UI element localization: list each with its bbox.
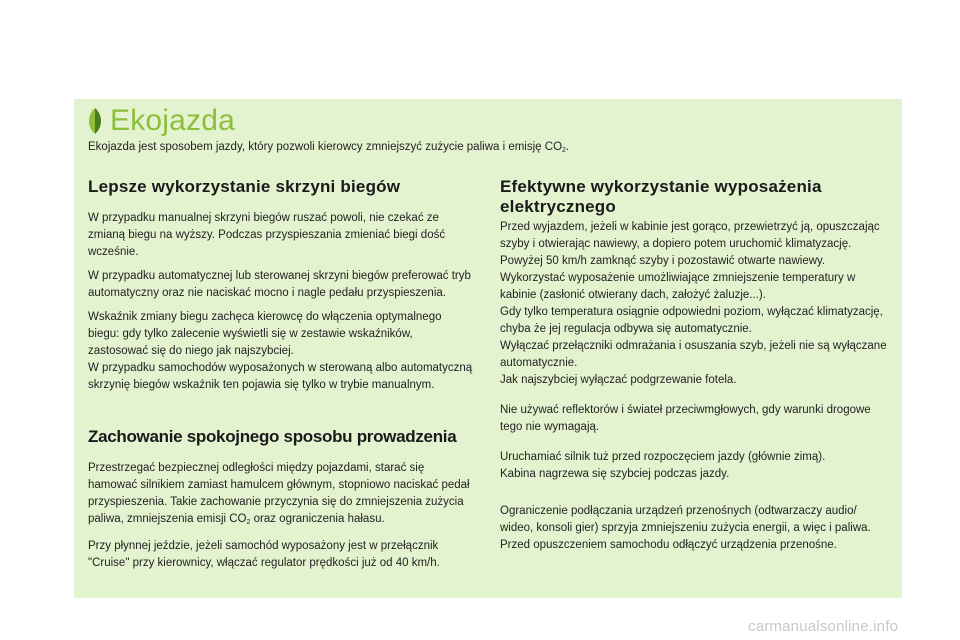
watermark: carmanualsonline.info [748, 618, 899, 635]
paragraph: Wyłączać przełączniki odmrażania i osuszania szyb, jeżeli nie są wyłączane automatycznie. [500, 340, 887, 369]
paragraph: Wykorzystać wyposażenie umożliwiające zmniejszenie temperatury w kabinie (zasłonić otwierany dach, założyć żaluzje...). [500, 272, 856, 301]
paragraph: Przed opuszczeniem samochodu odłączyć urządzenia przenośne. [500, 539, 837, 551]
paragraph: Przestrzegać bezpiecznej odległości między pojazdami, starać się hamować silnikiem zamiast hamulcem głównym, stopniowo naciskać pedał przyspieszenia. Takie zachowanie przyczynia się do zmniejszenia zużycia paliwa, zmniejszenia emisji $CO_2$ oraz ograniczenia hałasu. [88, 462, 470, 526]
paragraph: Przed wyjazdem, jeżeli w kabinie jest gorąco, przewietrzyć ją, opuszczając szyby i otwierając nawiewy, a dopiero potem uruchomić klimatyzację. [500, 221, 880, 250]
paragraph: W przypadku automatycznej lub sterowanej skrzyni biegów preferować tryb automatyczny oraz nie naciskać mocno i nagle pedału przyspieszenia. [88, 270, 471, 299]
paragraph: Powyżej 50 km/h zamknąć szyby i pozostawić otwarte nawiewy. [500, 255, 826, 267]
intro-text: Ekojazda jest sposobem jazdy, który pozwoli kierowcy zmniejszyć zużycie paliwa i emisję $CO_2$. [88, 141, 570, 154]
left-column-top [88, 210, 473, 401]
heading-electrical: Efektywne wykorzystanie wyposażenia elektrycznego [500, 177, 822, 216]
paragraph: Wskaźnik zmiany biegu zachęca kierowcę do włączenia optymalnego biegu: gdy tylko zalecenie wyświetli się w zestawie wskaźników, zastosować się do niego jak najszybciej. [88, 311, 442, 357]
paragraph: Gdy tylko temperatura osiągnie odpowiedni poziom, wyłączać klimatyzację, chyba że jej regulacja odbywa się automatycznie. [500, 306, 883, 335]
heading-gearbox: Lepsze wykorzystanie skrzyni biegów [88, 177, 401, 196]
page-title: Ekojazda [110, 104, 236, 137]
heading-calm-driving: Zachowanie spokojnego sposobu prowadzenia [88, 427, 457, 446]
paragraph: Jak najszybciej wyłączać podgrzewanie fotela. [500, 374, 737, 386]
left-column-bottom [88, 460, 473, 579]
right-column [500, 219, 892, 554]
paragraph: Kabina nagrzewa się szybciej podczas jazdy. [500, 468, 730, 480]
paragraph: W przypadku manualnej skrzyni biegów ruszać powoli, nie czekać ze zmianą biegu na wyższy. Podczas przyspieszania zmieniać biegi dość wcześnie. [88, 212, 446, 258]
paragraph: Przy płynnej jeździe, jeżeli samochód wyposażony jest w przełącznik "Cruise" przy kierownicy, włączać regulator prędkości już od 40 km/h. [88, 540, 440, 569]
paragraph: Uruchamiać silnik tuż przed rozpoczęciem jazdy (głównie zimą). [500, 451, 826, 463]
paragraph: W przypadku samochodów wyposażonych w sterowaną albo automatyczną skrzynię biegów wskaźnik ten pojawia się tylko w trybie manualnym. [88, 362, 473, 391]
paragraph: Nie używać reflektorów i świateł przeciwmgłowych, gdy warunki drogowe tego nie wymagają. [500, 404, 871, 433]
leaf-icon [86, 107, 104, 135]
paragraph: Ograniczenie podłączania urządzeń przenośnych (odtwarzaczy audio/ wideo, konsoli gier) sprzyja zmniejszeniu zużycia energii, a więc i paliwa. [500, 505, 871, 534]
